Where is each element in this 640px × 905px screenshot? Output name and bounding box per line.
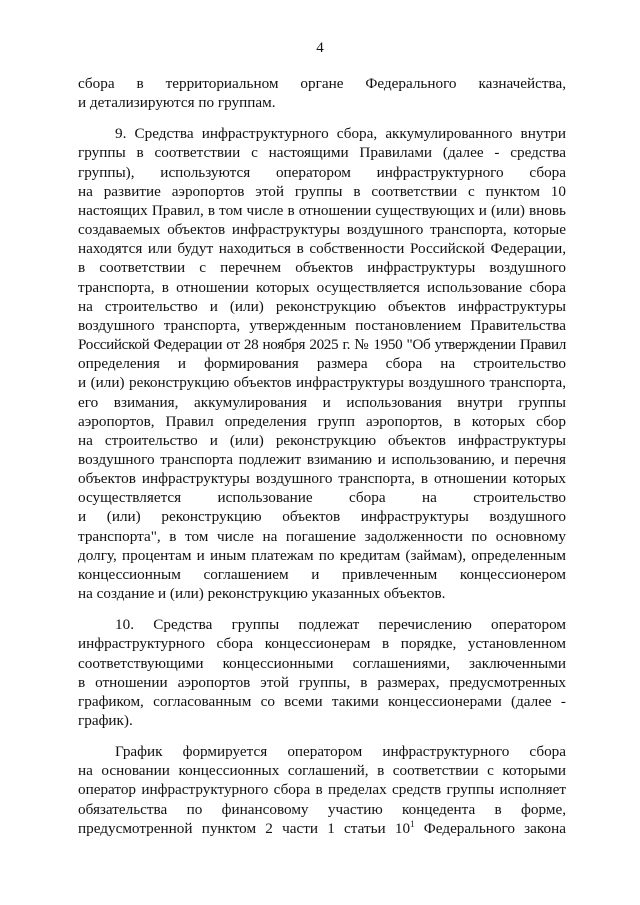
text-line: График формируется оператором инфраструктурного сбора (115, 743, 566, 761)
final-line-prefix: предусмотренной пунктом 2 части 1 статьи 10 (78, 819, 411, 837)
text-line: воздушного транспорта, утвержденным постановлением Правительства (78, 316, 566, 334)
text-line: группы), используются оператором инфраструктурного сбора (78, 163, 566, 181)
text-line: его взимания, аккумулирования и использования внутри группы (78, 393, 566, 411)
document-body (78, 74, 566, 850)
text-line: в соответствии с перечнем объектов инфраструктуры воздушного (78, 259, 566, 277)
final-line-suffix: Федерального закона (414, 819, 566, 837)
article-superscript: 1 (410, 818, 415, 829)
text-line: обязательства по финансовому участию концедента в форме, (78, 800, 566, 818)
text-line: транспорта, в отношении которых осуществляется использование сбора (78, 278, 566, 296)
text-line: долгу, процентам и иным платежам по кредитам (займам), определенным (78, 546, 566, 564)
text-line: находятся или будут находиться в собственности Российской Федерации, (78, 240, 566, 258)
text-line: 10. Средства группы подлежат перечислению оператором (115, 616, 566, 634)
text-line: создаваемых объектов инфраструктуры воздушного транспорта, которые (78, 221, 566, 239)
text-line: соответствующими концессионными соглашениями, заключенными (78, 654, 566, 672)
text-line: на строительство и (или) реконструкцию объектов инфраструктуры (78, 431, 566, 449)
page-number: 4 (316, 40, 324, 56)
text-line: настоящих Правил, в том числе в отношении существующих и (или) вновь (78, 201, 566, 219)
text-line: на развитие аэропортов этой группы в соответствии с пунктом 10 (78, 182, 566, 200)
text-line: транспорта", в том числе на погашение задолженности по основному (78, 527, 566, 545)
paragraph-schedule (78, 742, 566, 838)
text-line: воздушного транспорта подлежит взиманию и использованию, и перечня (78, 450, 566, 468)
text-line: в отношении аэропортов этой группы, в размерах, предусмотренных (78, 673, 566, 691)
text-line-final (78, 819, 566, 838)
text-line: оператор инфраструктурного сбора в пределах средств группы исполняет (78, 781, 566, 799)
text-line: на строительство и (или) реконструкцию объектов инфраструктуры (78, 297, 566, 315)
paragraph-10 (78, 615, 566, 730)
text-line: графиком, согласованным со всеми такими концессионерами (далее - (78, 692, 566, 710)
text-line: объектов инфраструктуры воздушного транспорта, в отношении которых (78, 470, 566, 488)
paragraph-continuation (78, 74, 566, 112)
text-line: инфраструктурного сбора концессионерам в порядке, установленном (78, 635, 566, 653)
text-line: сбора в территориальном органе Федерального казначейства, (78, 75, 566, 92)
text-line: Российской Федерации от 28 ноября 2025 г. № 1950 "Об утверждении Правил (78, 336, 566, 354)
text-line: 9. Средства инфраструктурного сбора, аккумулированного внутри (115, 125, 566, 143)
text-line: концессионным соглашением и привлеченным концессионером (78, 565, 566, 583)
text-line: график). (78, 712, 133, 729)
text-line: осуществляется использование сбора на строительство (78, 489, 566, 507)
paragraph-9 (78, 124, 566, 603)
text-line: и (или) реконструкцию объектов инфраструктуры воздушного (78, 508, 566, 526)
text-line: и детализируются по группам. (78, 94, 276, 112)
text-line: и (или) реконструкцию объектов инфраструктуры воздушного транспорта, (78, 374, 566, 392)
text-line: аэропортов, Правил определения групп аэропортов, в которых сбор (78, 412, 566, 430)
text-line: определения и формирования размера сбора на строительство (78, 355, 566, 373)
text-line: группы в соответствии с настоящими Правилами (далее - средства (78, 144, 566, 162)
text-line: на создание и (или) реконструкцию указанных объектов. (78, 585, 446, 603)
text-line: на основании концессионных соглашений, в соответствии с которыми (78, 762, 566, 780)
